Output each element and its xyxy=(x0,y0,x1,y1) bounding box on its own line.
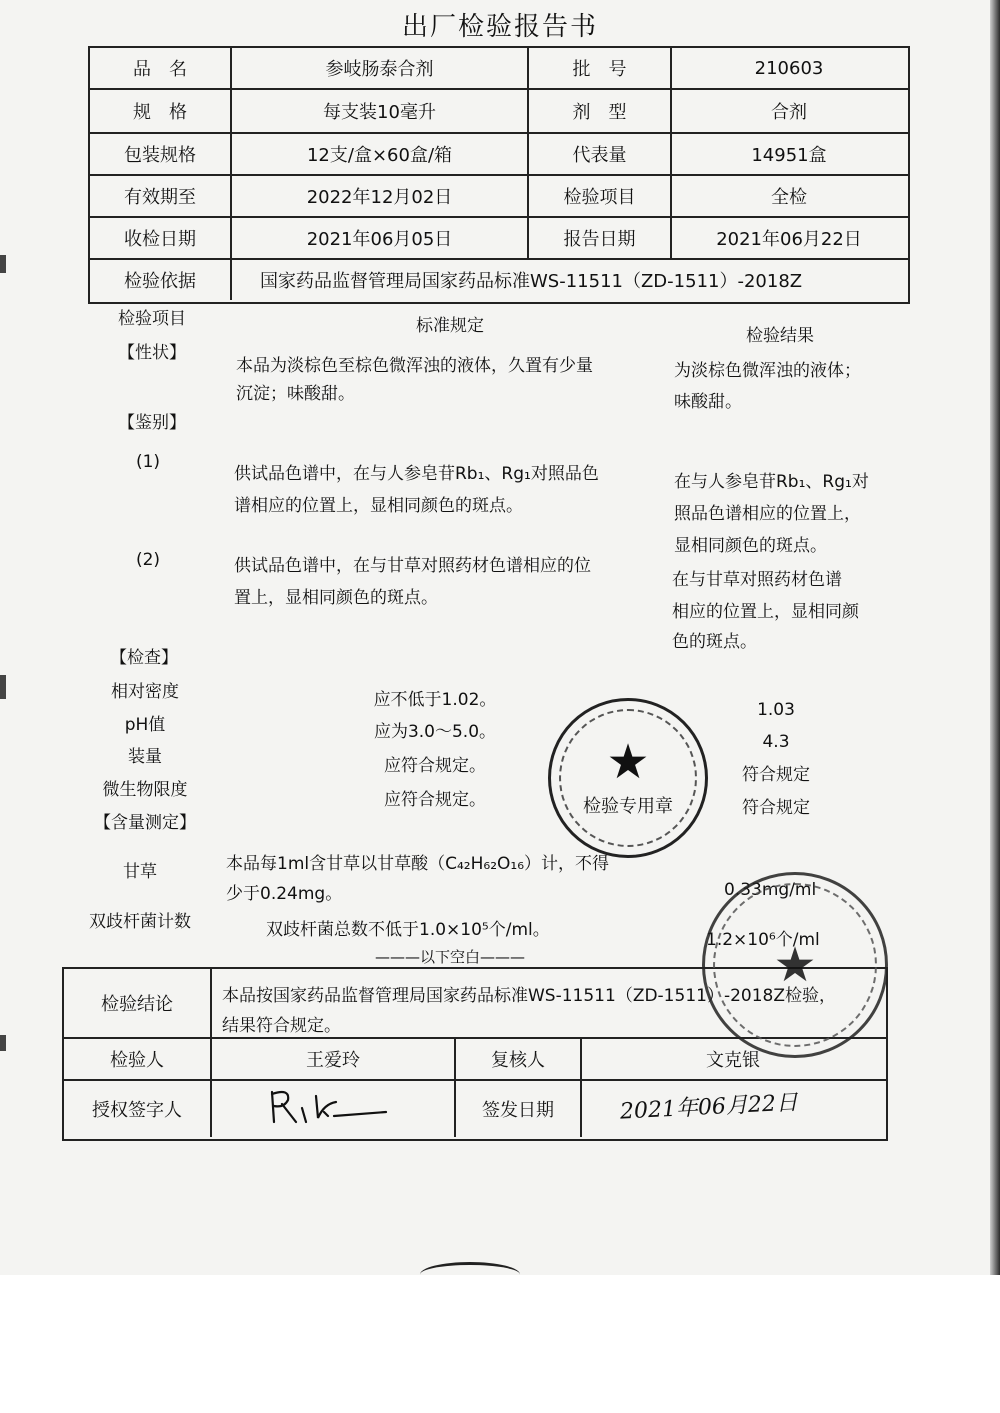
check-result: 1.03 xyxy=(757,700,795,720)
package-spec-value: 12支/盒×60盒/箱 xyxy=(306,145,453,166)
check-result: 4.3 xyxy=(762,732,790,752)
identification-result-line: 在与甘草对照药材色谱 xyxy=(672,570,842,590)
assay-standard-line: 双歧杆菌总数不低于1.0×10⁵个/ml。 xyxy=(266,920,550,940)
specification-value: 每支装10毫升 xyxy=(323,102,436,123)
check-item-name: pH值 xyxy=(124,715,166,735)
assay-item-name: 双歧杆菌计数 xyxy=(89,912,191,932)
reviewer-label: 复核人 xyxy=(491,1050,545,1071)
basis-label: 检验依据 xyxy=(124,271,196,292)
product-name-value: 参岐肠泰合剂 xyxy=(325,59,434,80)
product-name-label: 品 名 xyxy=(133,59,187,80)
seal-star-icon: ★ xyxy=(773,937,817,993)
column-header-result: 检验结果 xyxy=(746,326,814,346)
column-header-standard: 标准规定 xyxy=(416,316,484,336)
receipt-date-value: 2021年06月05日 xyxy=(306,229,453,250)
issue-date-label: 签发日期 xyxy=(482,1100,554,1121)
identification-result-line: 色的斑点。 xyxy=(672,632,757,652)
expiry-value: 2022年12月02日 xyxy=(306,187,453,208)
expiry-label: 有效期至 xyxy=(124,187,196,208)
conclusion-line: 本品按国家药品监督管理局国家药品标准WS-11511（ZD-1511）-2018Z检验， xyxy=(222,986,836,1006)
identification-standard-line: 供试品色谱中，在与人参皂苷Rb₁、Rg₁对照品色 xyxy=(234,464,599,484)
seal-inner-ring xyxy=(713,883,877,1047)
checks-heading: 【检查】 xyxy=(110,648,178,668)
identification-item-number: (2) xyxy=(135,550,161,570)
check-item-name: 相对密度 xyxy=(111,682,179,702)
basis-value: 国家药品监督管理局国家药品标准WS-11511（ZD-1511）-2018Z xyxy=(260,271,803,292)
check-item-name: 微生物限度 xyxy=(102,780,188,800)
identification-result-line: 显相同颜色的斑点。 xyxy=(674,536,827,556)
check-item-name: 装量 xyxy=(128,747,162,767)
package-spec-label: 包装规格 xyxy=(124,145,196,166)
test-scope-value: 全检 xyxy=(771,187,807,208)
appearance-standard-line: 本品为淡棕色至棕色微浑浊的液体，久置有少量 xyxy=(236,356,593,376)
inspector-label: 检验人 xyxy=(110,1050,164,1071)
assay-heading: 【含量测定】 xyxy=(94,813,196,833)
handwritten-signature xyxy=(262,1082,392,1130)
authorized-signer-label: 授权签字人 xyxy=(92,1100,182,1121)
appearance-heading: 【性状】 xyxy=(118,343,186,363)
quantity-value: 14951盒 xyxy=(751,145,827,166)
assay-standard-line: 本品每1ml含甘草以甘草酸（C₄₂H₆₂O₁₆）计，不得 xyxy=(226,854,610,874)
assay-result: 1.2×10⁶个/ml xyxy=(706,930,820,950)
check-standard: 应不低于1.02。 xyxy=(373,690,497,710)
scan-edge-shadow xyxy=(990,0,1000,1275)
check-standard: 应符合规定。 xyxy=(384,756,486,776)
dosage-form-label: 剂 型 xyxy=(572,102,627,123)
identification-result-line: 在与人参皂苷Rb₁、Rg₁对 xyxy=(674,472,869,492)
quantity-label: 代表量 xyxy=(572,145,627,166)
check-result: 符合规定 xyxy=(742,798,810,818)
identification-heading: 【鉴别】 xyxy=(118,413,186,433)
seal-inner-ring xyxy=(559,709,697,847)
appearance-standard-line: 沉淀；味酸甜。 xyxy=(236,384,355,404)
report-date-value: 2021年06月22日 xyxy=(716,229,862,250)
reviewer-name: 文克银 xyxy=(706,1050,760,1071)
company-seal-stamp xyxy=(702,872,888,1058)
receipt-date-label: 收检日期 xyxy=(124,229,196,250)
check-standard: 应符合规定。 xyxy=(384,790,486,810)
conclusion-label: 检验结论 xyxy=(101,994,173,1015)
specification-label: 规 格 xyxy=(133,102,187,123)
test-scope-label: 检验项目 xyxy=(563,187,636,208)
identification-standard-line: 谱相应的位置上，显相同颜色的斑点。 xyxy=(234,496,523,516)
column-header-item: 检验项目 xyxy=(118,309,186,329)
identification-result-line: 相应的位置上，显相同颜 xyxy=(672,602,859,622)
identification-result-line: 照品色谱相应的位置上， xyxy=(674,504,861,524)
seal-label: 检验专用章 xyxy=(583,796,673,817)
report-date-label: 报告日期 xyxy=(563,229,636,250)
issue-date-handwritten: 2021年06月22日 xyxy=(619,1090,799,1125)
assay-result: 0.33mg/ml xyxy=(724,880,817,900)
qc-seal-stamp xyxy=(548,698,708,858)
identification-standard-line: 供试品色谱中，在与甘草对照药材色谱相应的位 xyxy=(234,556,591,576)
scan-mark xyxy=(0,675,6,699)
conclusion-line: 结果符合规定。 xyxy=(222,1016,341,1036)
check-result: 符合规定 xyxy=(742,765,810,785)
inspector-name: 王爱玲 xyxy=(306,1050,360,1071)
scan-mark xyxy=(0,1035,6,1051)
binder-hole-mark xyxy=(420,1262,520,1287)
appearance-result-line: 味酸甜。 xyxy=(674,392,742,412)
batch-number-value: 210603 xyxy=(754,57,824,79)
assay-standard-line: 少于0.24mg。 xyxy=(226,884,343,904)
dosage-form-value: 合剂 xyxy=(771,102,807,123)
blank-below-note: ———以下空白——— xyxy=(374,948,525,966)
appearance-result-line: 为淡棕色微浑浊的液体； xyxy=(674,361,861,381)
scan-mark xyxy=(0,255,6,273)
assay-item-name: 甘草 xyxy=(123,862,157,882)
check-standard: 应为3.0～5.0。 xyxy=(373,722,497,742)
report-title: 出厂检验报告书 xyxy=(401,12,598,42)
seal-star-icon: ★ xyxy=(606,734,650,790)
batch-number-label: 批 号 xyxy=(572,59,627,80)
identification-item-number: (1) xyxy=(135,452,161,472)
identification-standard-line: 置上，显相同颜色的斑点。 xyxy=(234,588,438,608)
